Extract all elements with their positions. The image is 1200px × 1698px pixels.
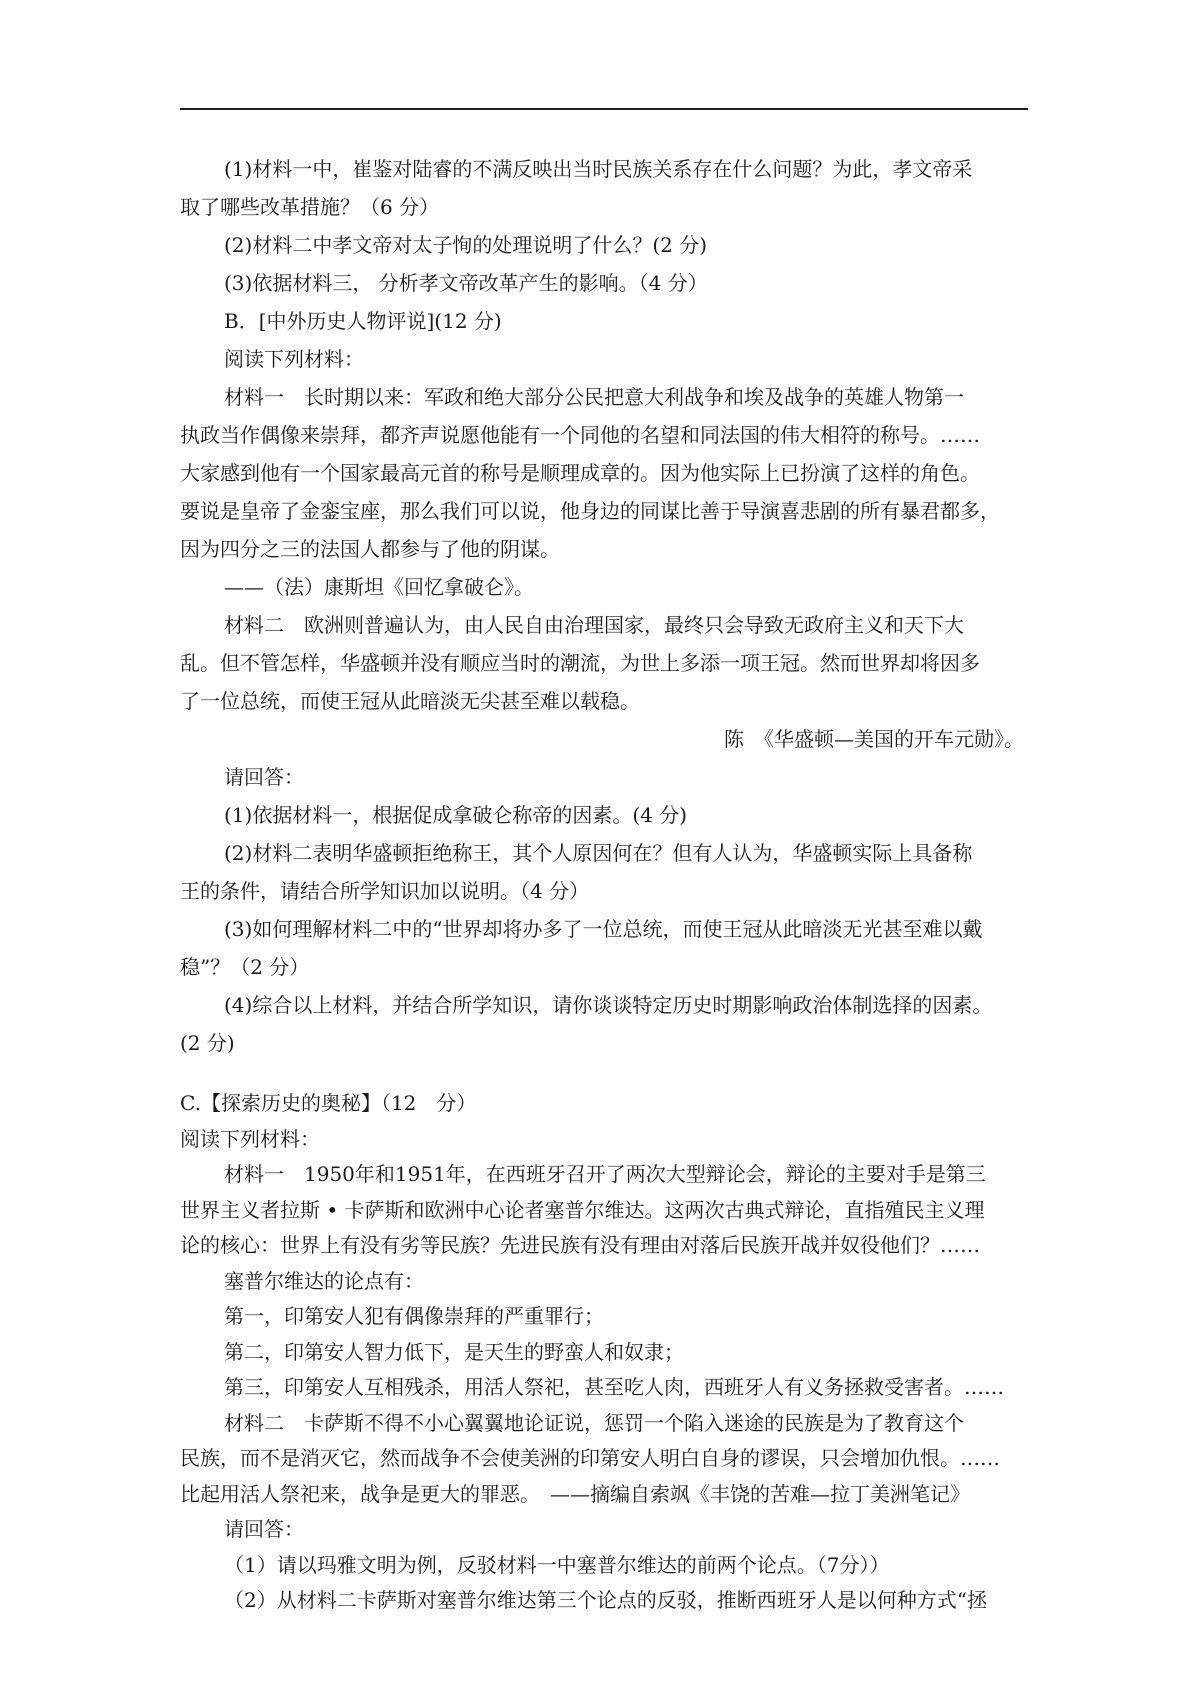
text-line: 阅读下列材料： <box>224 347 364 371</box>
text-line: 阅读下列材料： <box>180 1126 320 1151</box>
text-line: ——（法）康斯坦《回忆拿破仑》。 <box>224 575 534 599</box>
text-line: 材料二 卡萨斯不得不小心翼翼地论证说，惩罚一个陷入迷途的民族是为了教育这个 <box>224 1410 964 1435</box>
text-line: 陈 《华盛顿—美国的开车元勋》。 <box>724 727 1024 751</box>
text-line: 民族，而不是消灭它，然而战争不会使美洲的印第安人明白自身的谬误，只会增加仇恨。…… <box>180 1446 1000 1470</box>
text-line: 材料一 1950年和1951年，在西班牙召开了两次大型辩论会，辩论的主要对手是第三 <box>224 1162 986 1186</box>
text-line: 稳”？（2 分） <box>180 955 310 979</box>
text-line: (4)综合以上材料，并结合所学知识，请你谈谈特定历史时期影响政治体制选择的因素。 <box>224 993 993 1017</box>
text-line: 第一，印第安人犯有偶像崇拜的严重罪行； <box>224 1304 604 1328</box>
text-line: (1)材料一中，崔鉴对陆睿的不满反映出当时民族关系存在什么问题？为此，孝文帝采 <box>224 157 973 181</box>
text-line: 塞普尔维达的论点有： <box>224 1268 424 1293</box>
text-line: 了一位总统，而使王冠从此暗淡无尖甚至难以载稳。 <box>180 689 640 713</box>
text-line: 执政当作偶像来崇拜，都齐声说愿他能有一个同他的名望和同法国的伟大相符的称号。…… <box>180 423 980 447</box>
text-line: (2)材料二中孝文帝对太子恂的处理说明了什么？(2 分) <box>224 233 708 257</box>
text-line: 材料一 长时期以来：军政和绝大部分公民把意大利战争和埃及战争的英雄人物第一 <box>224 385 964 409</box>
text-line: (3)如何理解材料二中的“世界却将办多了一位总统，而使王冠从此暗淡无光甚至难以戴 <box>224 917 983 941</box>
text-line: 取了哪些改革措施？（6 分） <box>180 195 440 219</box>
header-rule <box>180 108 1028 110</box>
text-line: 王的条件，请结合所学知识加以说明。（4 分） <box>180 879 590 903</box>
text-line: 乱。但不管怎样，华盛顿并没有顺应当时的潮流，为世上多添一项王冠。然而世界却将因多 <box>180 651 980 675</box>
text-line: (2 分) <box>180 1031 235 1055</box>
text-line: 第二，印第安人智力低下，是天生的野蛮人和奴隶； <box>224 1339 684 1364</box>
text-line: 世界主义者拉斯 • 卡萨斯和欧洲中心论者塞普尔维达。这两次古典式辩论，直指殖民主义理 <box>180 1197 985 1222</box>
text-line: 要说是皇帝了金銮宝座，那么我们可以说，他身边的同谋比善于导演喜悲剧的所有暴君都多， <box>180 499 1000 523</box>
section-a-b-text <box>180 150 1028 1062</box>
text-line: 请回答： <box>224 1517 304 1541</box>
text-line: 请回答： <box>224 765 304 789</box>
text-line: 第三，印第安人互相残杀，用活人祭祀，甚至吃人肉，西班牙人有义务拯救受害者。…… <box>224 1375 1004 1399</box>
text-line: 论的核心：世界上有没有劣等民族？先进民族有没有理由对落后民族开战并奴役他们？…… <box>180 1233 980 1257</box>
text-line: 因为四分之三的法国人都参与了他的阴谋。 <box>180 537 560 561</box>
text-line: (3)依据材料三， 分析孝文帝改革产生的影响。（4 分） <box>224 271 708 295</box>
text-line: B．[中外历史人物评说](12 分) <box>224 309 502 333</box>
text-line: 比起用活人祭祀来，战争是更大的罪恶。 ——摘编自索飒《丰饶的苦难—拉丁美洲笔记》 <box>180 1481 970 1506</box>
text-line: （1）请以玛雅文明为例，反驳材料一中塞普尔维达的前两个论点。（7分）） <box>224 1552 890 1577</box>
text-line: (1)依据材料一，根据促成拿破仑称帝的因素。(4 分) <box>224 803 688 827</box>
text-line: （2）从材料二卡萨斯对塞普尔维达第三个论点的反驳，推断西班牙人是以何种方式“拯 <box>224 1588 987 1612</box>
section-c-text <box>180 1086 1028 1619</box>
text-line: 大家感到他有一个国家最高元首的称号是顺理成章的。因为他实际上已扮演了这样的角色。 <box>180 461 980 485</box>
text-line: (2)材料二表明华盛顿拒绝称王，其个人原因何在？但有人认为，华盛顿实际上具备称 <box>224 841 973 865</box>
text-line: C.【探索历史的奥秘】（12 分） <box>180 1091 477 1115</box>
text-line: 材料二 欧洲则普遍认为，由人民自由治理国家，最终只会导致无政府主义和天下大 <box>224 613 964 637</box>
